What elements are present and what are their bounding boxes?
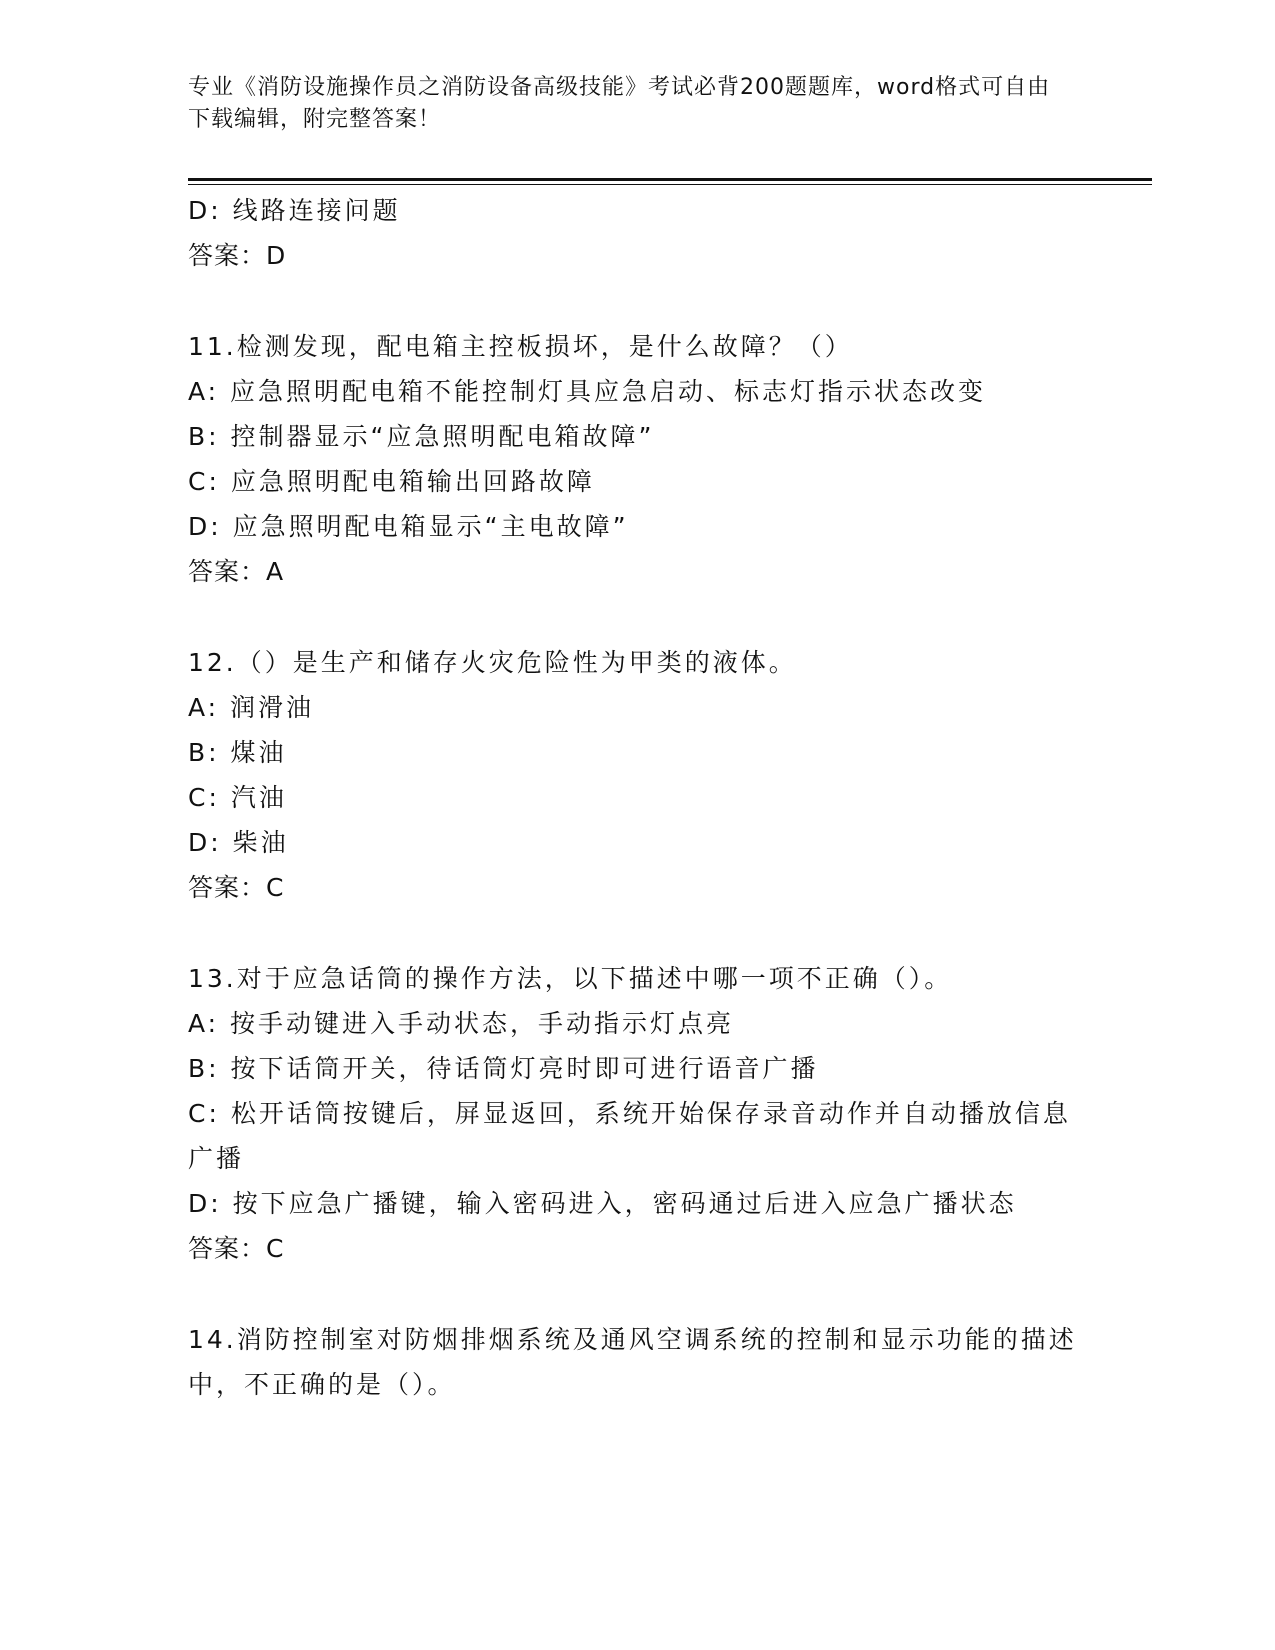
question-stem: 14.消防控制室对防烟排烟系统及通风空调系统的控制和显示功能的描述中，不正确的是（）。	[188, 1325, 1077, 1399]
question-stem: 12.（）是生产和储存火灾危险性为甲类的液体。	[188, 648, 797, 677]
spacer	[188, 594, 1088, 640]
option-d: D: 应急照明配电箱显示“主电故障”	[188, 512, 629, 541]
option-b: B: 煤油	[188, 738, 287, 767]
option-a: A: 应急照明配电箱不能控制灯具应急启动、标志灯指示状态改变	[188, 377, 987, 406]
answer: 答案：C	[188, 1234, 285, 1263]
option-b: B: 控制器显示“应急照明配电箱故障”	[188, 422, 655, 451]
option-d: D: 按下应急广播键，输入密码进入，密码通过后进入应急广播状态	[188, 1189, 1017, 1218]
prev-option-d: D: 线路连接问题	[188, 196, 401, 225]
spacer	[188, 1271, 1088, 1317]
option-c: C: 应急照明配电箱输出回路故障	[188, 467, 595, 496]
option-c: C: 松开话筒按键后，屏显返回，系统开始保存录音动作并自动播放信息广播	[188, 1099, 1071, 1173]
prev-answer: 答案：D	[188, 241, 287, 270]
question-12	[188, 640, 1088, 910]
question-14	[188, 1317, 1088, 1407]
question-list	[188, 188, 1088, 1407]
header-rule-thick	[188, 178, 1152, 181]
spacer	[188, 910, 1088, 956]
question-stem: 13.对于应急话筒的操作方法，以下描述中哪一项不正确（）。	[188, 964, 953, 993]
answer: 答案：C	[188, 873, 285, 902]
option-c: C: 汽油	[188, 783, 287, 812]
question-11	[188, 324, 1088, 594]
question-13	[188, 956, 1088, 1271]
option-d: D: 柴油	[188, 828, 289, 857]
question-stem: 11.检测发现，配电箱主控板损坏，是什么故障？（）	[188, 332, 853, 361]
option-b: B: 按下话筒开关，待话筒灯亮时即可进行语音广播	[188, 1054, 819, 1083]
header-rule-thin	[188, 184, 1152, 185]
answer: 答案：A	[188, 557, 285, 586]
spacer	[188, 278, 1088, 324]
option-a: A: 按手动键进入手动状态，手动指示灯点亮	[188, 1009, 735, 1038]
option-a: A: 润滑油	[188, 693, 315, 722]
document-header: 专业《消防设施操作员之消防设备高级技能》考试必背200题题库，word格式可自由下载编辑，附完整答案！	[188, 75, 1051, 132]
